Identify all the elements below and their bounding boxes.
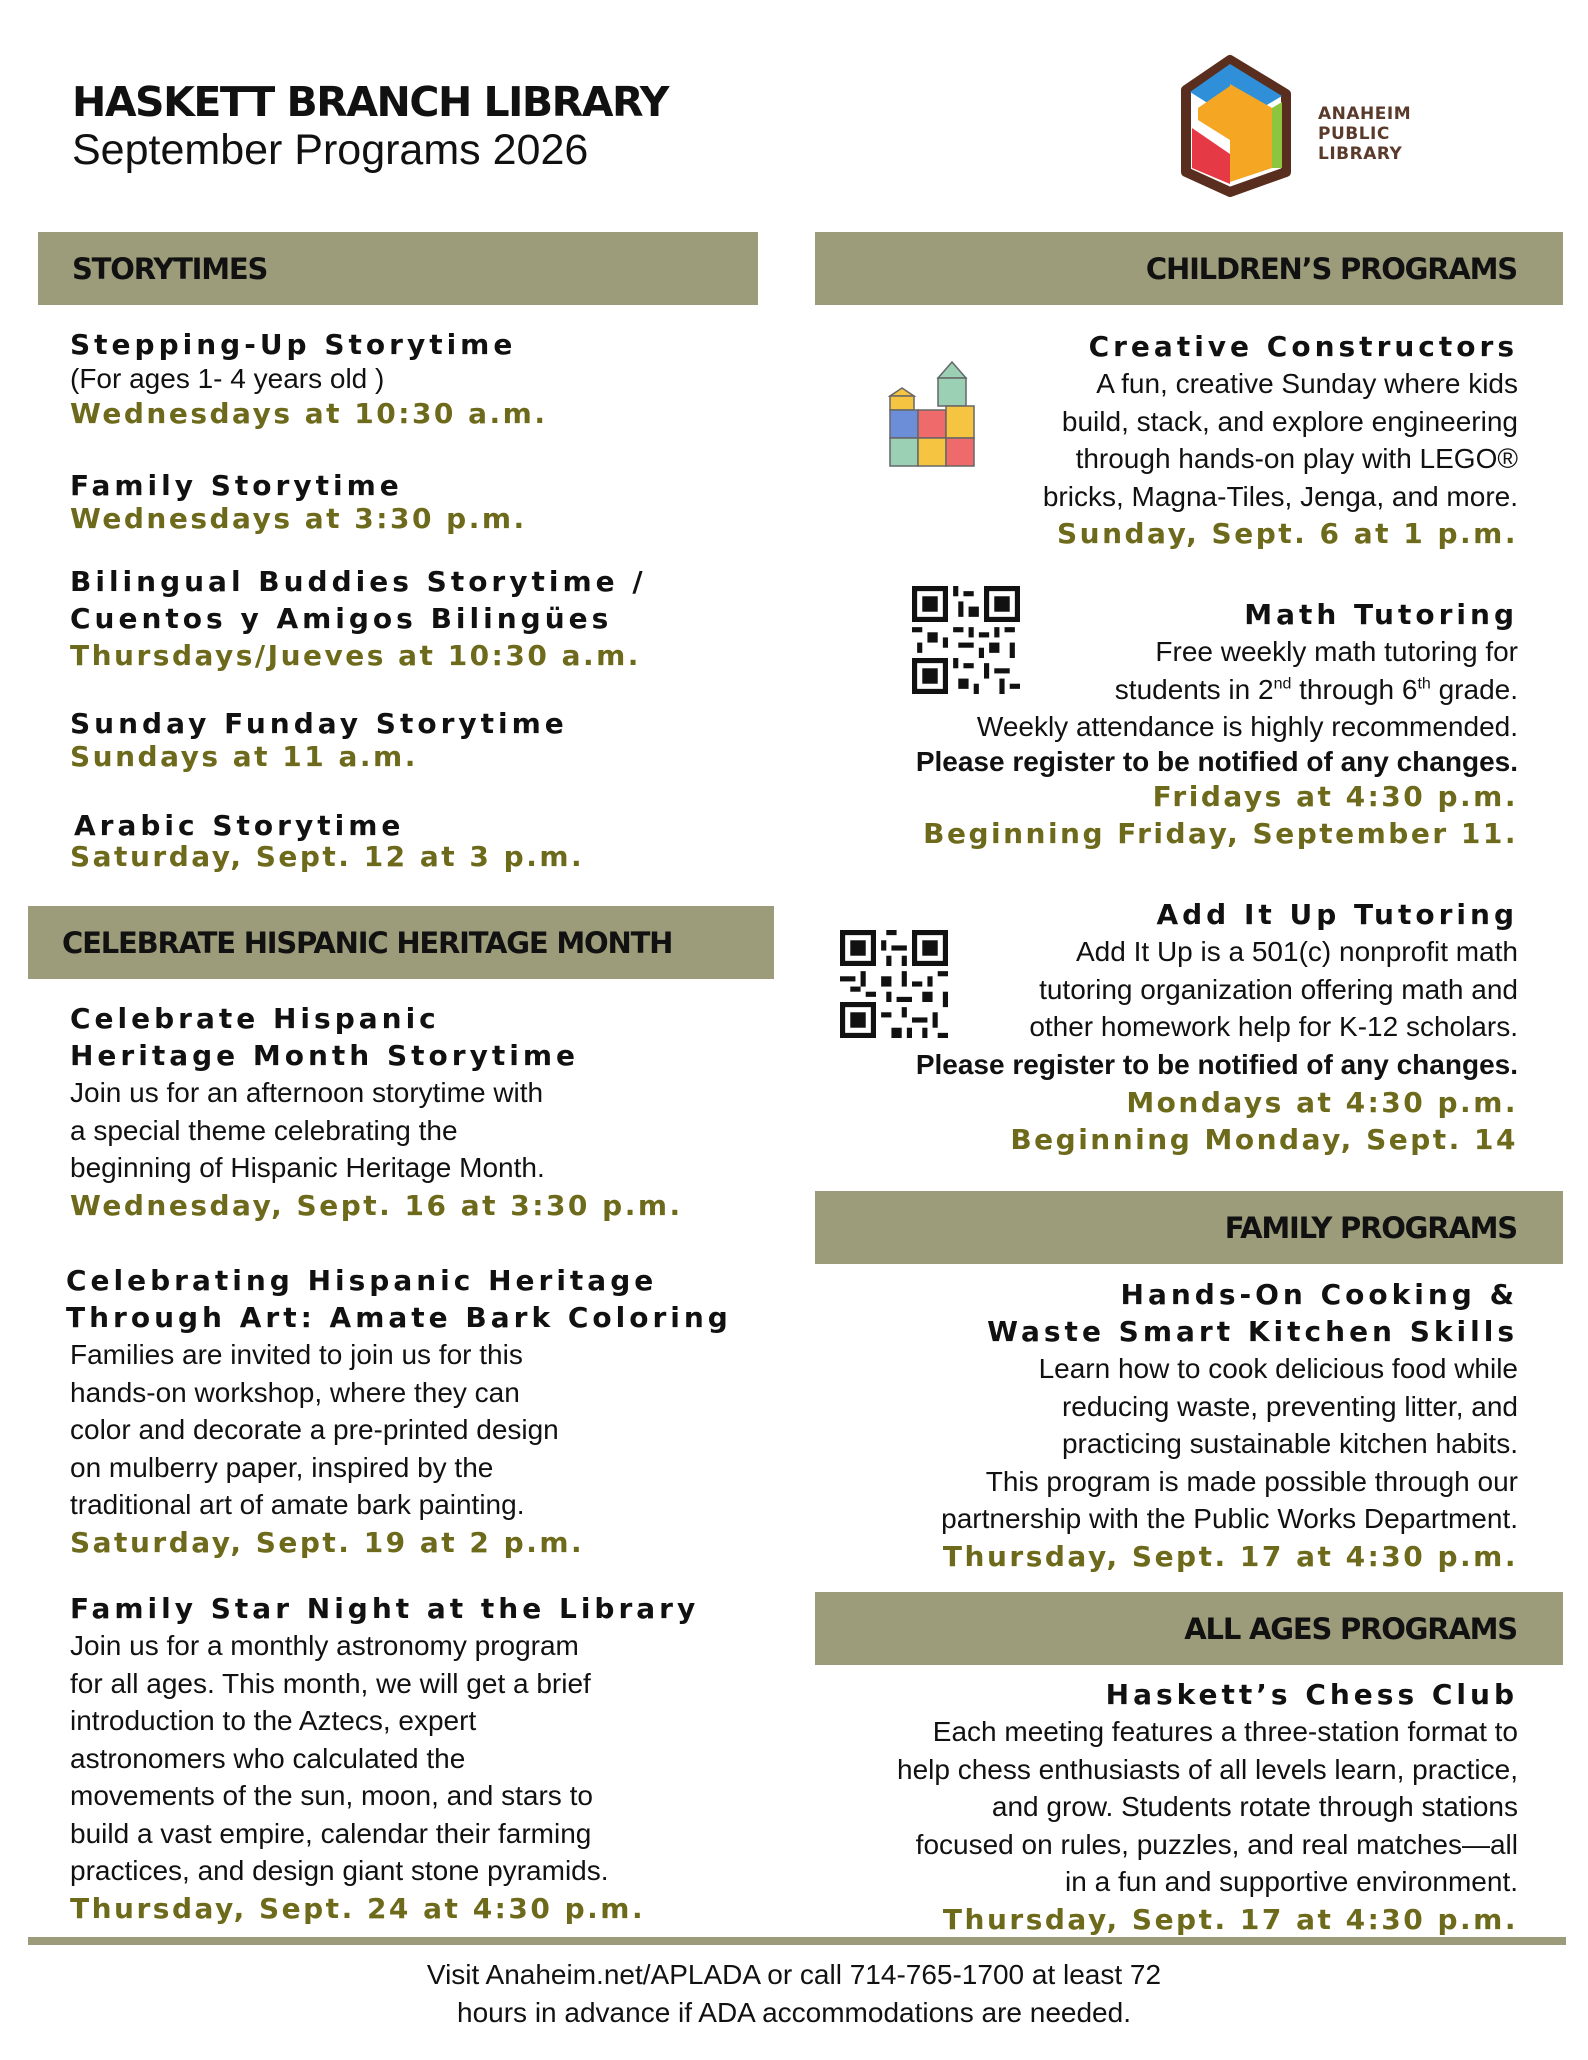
program-date: Saturday, Sept. 12 at 3 p.m. [70, 840, 585, 873]
program-title-line2: Waste Smart Kitchen Skills [987, 1315, 1518, 1348]
program-desc-line: focused on rules, puzzles, and real matches—all [915, 1828, 1518, 1860]
program-title: Haskett’s Chess Club [1105, 1678, 1518, 1711]
program-date: Mondays at 4:30 p.m. [1126, 1085, 1518, 1119]
program-start-date: Beginning Friday, September 11. [923, 816, 1518, 850]
program-date: Thursday, Sept. 17 at 4:30 p.m. [942, 1902, 1518, 1936]
program-title: Family Star Night at the Library [70, 1592, 700, 1625]
register-note: Please register to be notified of any changes. [915, 745, 1518, 777]
bilingual-buddies-storytime [70, 563, 790, 674]
program-desc-line: Learn how to cook delicious food while [1038, 1353, 1518, 1384]
program-title: Arabic Storytime [74, 809, 405, 842]
program-desc-line: through hands-on play with LEGO® [1075, 443, 1518, 474]
program-desc-line: A fun, creative Sunday where kids [1096, 368, 1518, 399]
program-title: Math Tutoring [1244, 598, 1518, 631]
program-desc-line: Weekly attendance is highly recommended. [976, 711, 1518, 742]
program-desc-line: a special theme celebrating the [70, 1114, 458, 1146]
section-childrens-programs: CHILDREN’S PROGRAMS [815, 232, 1563, 305]
program-date: Thursday, Sept. 17 at 4:30 p.m. [942, 1539, 1518, 1573]
program-desc-line: tutoring organization offering math and [1039, 973, 1518, 1005]
program-title: Add It Up Tutoring [1156, 898, 1518, 931]
program-title-line2: Cuentos y Amigos Bilingües [70, 602, 613, 635]
logo-line-anaheim: ANAHEIM [1318, 104, 1412, 124]
program-date: Thursday, Sept. 24 at 4:30 p.m. [70, 1891, 646, 1925]
program-desc-line: Families are invited to join us for this [70, 1339, 523, 1370]
program-title: Family Storytime [70, 469, 403, 502]
program-date: Wednesdays at 10:30 a.m. [70, 397, 548, 430]
program-title-line2: Through Art: Amate Bark Coloring [66, 1301, 732, 1334]
program-date: Wednesdays at 3:30 p.m. [70, 502, 527, 535]
program-desc-line: practicing sustainable kitchen habits. [1061, 1428, 1518, 1459]
program-desc-line: movements of the sun, moon, and stars to [70, 1780, 593, 1811]
program-desc-line: hands-on workshop, where they can [70, 1376, 520, 1408]
program-title: Stepping-Up Storytime [70, 328, 517, 361]
haskett-chess-club [778, 1676, 1518, 1938]
program-desc-line: in a fun and supportive environment. [1065, 1866, 1518, 1897]
footer-line2: hours in advance if ADA accommodations are needed. [457, 1997, 1131, 2028]
hispanic-heritage-storytime [70, 1000, 790, 1224]
add-it-up-tutoring [778, 896, 1518, 1158]
sunday-funday-storytime [70, 705, 790, 775]
program-date: Sunday, Sept. 6 at 1 p.m. [1056, 517, 1518, 550]
program-desc-line: beginning of Hispanic Heritage Month. [70, 1152, 545, 1183]
library-logo-text [1318, 104, 1411, 164]
program-desc-line: build a vast empire, calendar their farming [70, 1817, 592, 1849]
logo-line-public: PUBLIC [1318, 124, 1390, 144]
hands-on-cooking [778, 1276, 1518, 1575]
page-title: HASKETT BRANCH LIBRARY [72, 78, 668, 126]
program-desc-line: Each meeting features a three-station format to [932, 1716, 1518, 1747]
arabic-storytime [70, 807, 790, 875]
program-desc-line: partnership with the Public Works Department. [941, 1503, 1518, 1534]
program-desc-line: build, stack, and explore engineering [1061, 405, 1518, 437]
program-title-line1: Bilingual Buddies Storytime / [70, 565, 647, 598]
program-desc-line: help chess enthusiasts of all levels learn, practice, [897, 1753, 1518, 1785]
program-title-line1: Celebrating Hispanic Heritage [66, 1264, 658, 1297]
page-subtitle: September Programs 2026 [72, 126, 589, 174]
logo-line-library: LIBRARY [1318, 144, 1403, 164]
program-desc-line: for all ages. This month, we will get a brief [70, 1667, 591, 1699]
program-desc-line: practices, and design giant stone pyramids. [70, 1855, 609, 1886]
program-title-line1: Hands-On Cooking & [1120, 1278, 1518, 1311]
program-age-note: (For ages 1- 4 years old ) [70, 363, 385, 394]
math-tutoring [778, 596, 1518, 852]
amate-bark-coloring [66, 1262, 806, 1561]
stepping-up-storytime [70, 326, 790, 432]
library-logo-icon [1168, 50, 1308, 200]
program-date: Wednesday, Sept. 16 at 3:30 p.m. [70, 1188, 683, 1222]
section-hispanic-heritage: CELEBRATE HISPANIC HERITAGE MONTH [28, 906, 774, 979]
program-title-line2: Heritage Month Storytime [70, 1039, 579, 1072]
program-start-date: Beginning Monday, Sept. 14 [1010, 1122, 1518, 1156]
family-storytime [70, 467, 790, 537]
program-desc-grade-line: students in 2nd through 6th grade. [1114, 673, 1518, 705]
program-desc-line: and grow. Students rotate through stations [991, 1791, 1518, 1822]
program-desc-line: bricks, Magna-Tiles, Jenga, and more. [1042, 480, 1518, 512]
footer-line1: Visit Anaheim.net/APLADA or call 714-765-1700 at least 72 [426, 1959, 1162, 1990]
program-title-line1: Celebrate Hispanic [70, 1002, 440, 1035]
program-desc-line: introduction to the Aztecs, expert [70, 1705, 477, 1736]
program-date: Fridays at 4:30 p.m. [1152, 779, 1518, 813]
program-desc-line: Free weekly math tutoring for [1155, 636, 1518, 667]
program-desc-line: traditional art of amate bark painting. [70, 1489, 525, 1520]
section-family-programs: FAMILY PROGRAMS [815, 1191, 1563, 1264]
program-desc-line: color and decorate a pre-printed design [70, 1414, 559, 1445]
program-desc-line: reducing waste, preventing litter, and [1061, 1390, 1518, 1422]
program-title: Creative Constructors [1088, 330, 1518, 363]
program-desc-line: This program is made possible through our [985, 1465, 1518, 1497]
anaheim-library-logo [1168, 50, 1508, 200]
register-note: Please register to be notified of any changes. [915, 1048, 1518, 1080]
program-desc-line: astronomers who calculated the [70, 1742, 466, 1774]
family-star-night [70, 1590, 790, 1927]
program-title: Sunday Funday Storytime [70, 707, 568, 740]
program-desc-line: Add It Up is a 501(c) nonprofit math [1076, 936, 1518, 967]
program-desc-line: Join us for an afternoon storytime with [70, 1077, 544, 1108]
creative-constructors [778, 328, 1518, 552]
program-date: Saturday, Sept. 19 at 2 p.m. [70, 1525, 585, 1559]
program-desc-line: Join us for a monthly astronomy program [70, 1630, 579, 1661]
program-desc-line: on mulberry paper, inspired by the [70, 1451, 494, 1483]
footer-divider [28, 1937, 1566, 1945]
program-desc-line: other homework help for K-12 scholars. [1029, 1011, 1518, 1042]
section-all-ages-programs: ALL AGES PROGRAMS [815, 1592, 1563, 1665]
program-date: Thursdays/Jueves at 10:30 a.m. [70, 639, 641, 672]
section-storytimes: STORYTIMES [38, 232, 758, 305]
program-date: Sundays at 11 a.m. [70, 740, 418, 773]
ada-footer [0, 1956, 1588, 2032]
